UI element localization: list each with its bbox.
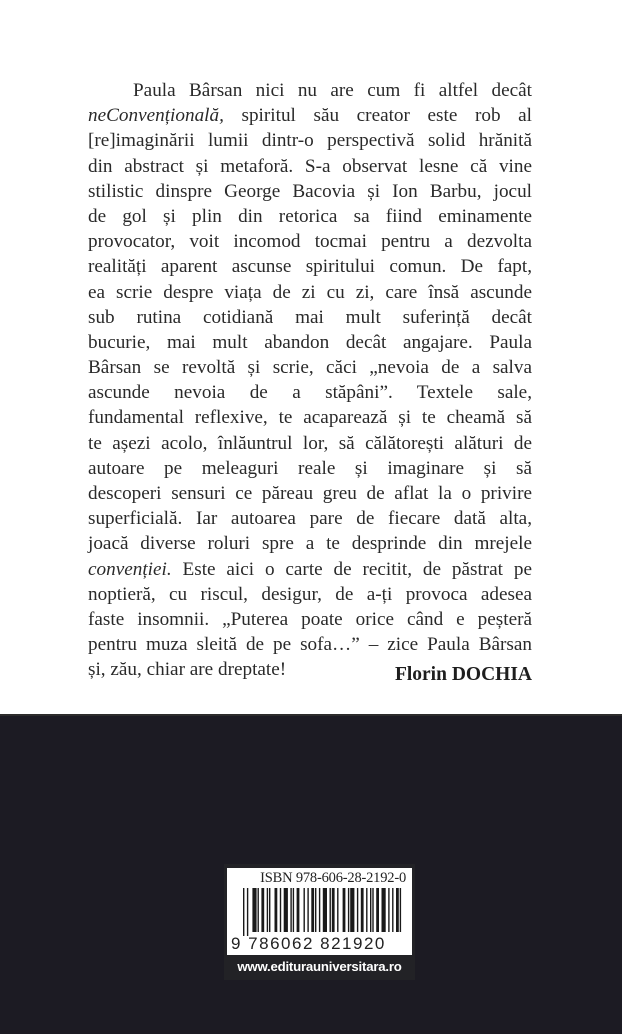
barcode-bar: [372, 888, 373, 932]
blurb-line: stilistic dinspre George Bacovia și Ion Barbu, jocul: [88, 180, 532, 202]
blurb-line: provocator, voit incomod tocmai pentru a dezvolta: [88, 231, 532, 253]
barcode-bar: [319, 888, 320, 932]
blurb-line: [88, 557, 532, 582]
barcode-bar: [269, 888, 270, 932]
barcode-bar: [400, 888, 401, 932]
barcode-bar: [307, 888, 308, 932]
barcode-panel: [227, 868, 412, 955]
barcode-bar: [252, 888, 256, 932]
barcode-bar: [330, 888, 331, 932]
barcode-bar: [382, 888, 386, 932]
publisher-website: www.editurauniversitara.ro: [237, 959, 402, 974]
blurb-line: realități aparent ascunse spiritului comun. De fapt,: [88, 256, 532, 278]
blurb-line: pentru muza sleită de pe sofa…” – zice Paula Bârsan: [88, 634, 532, 656]
barcode-bar: [275, 888, 278, 932]
barcode-bar: [388, 888, 389, 932]
italic-word: neConvențională,: [88, 105, 224, 127]
barcode-bar: [332, 888, 335, 932]
barcode-bar: [290, 888, 291, 932]
barcode-bar: [247, 888, 248, 936]
barcode-bar: [350, 888, 354, 932]
barcode-bar: [280, 888, 281, 932]
blurb-line: autoare pe meleaguri reale și imaginare și să: [88, 457, 532, 479]
isbn-label: ISBN 978-606-28-2192-0: [260, 870, 406, 886]
blurb-line: joacă diverse roluri spre a te desprinde din mrejele: [88, 533, 532, 555]
blurb-line: și, zău, chiar are dreptate!: [88, 659, 287, 681]
blurb-text: [88, 78, 532, 683]
barcode-bar: [315, 888, 316, 932]
barcode-icon: [243, 888, 403, 936]
blurb-line-text: spiritul său creator este rob al: [241, 105, 532, 127]
barcode-bar: [293, 888, 294, 932]
barcode-bar: [392, 888, 393, 932]
barcode-bar: [348, 888, 349, 932]
isbn-barcode-box: [224, 864, 415, 980]
barcode-bar: [357, 888, 358, 932]
blurb-line: sub rutina cotidiană mai mult suferință decât: [88, 306, 532, 328]
blurb-line: de gol și plin din retorica sa fiind eminamente: [88, 205, 532, 227]
barcode-bar: [376, 888, 379, 932]
blurb-line: din abstract și metaforă. S-a observat lesne că vine: [88, 155, 532, 177]
blurb-line: [88, 103, 532, 128]
barcode-bar: [370, 888, 371, 932]
blurb-line: noptieră, cu riscul, desigur, de a-ți provoca adesea: [88, 583, 532, 605]
barcode-bar: [258, 888, 259, 932]
barcode-bar: [267, 888, 268, 932]
blurb-line: faste insomnii. „Puterea poate orice când e peșteră: [88, 608, 532, 630]
blurb-line: Bârsan se revoltă și scrie, căci „nevoia de a salva: [88, 357, 532, 379]
blurb-line: fundamental reflexive, te acaparează și te cheamă să: [88, 407, 532, 429]
author-signature: Florin DOCHIA: [394, 664, 532, 685]
barcode-bar: [311, 888, 314, 932]
barcode-bar: [337, 888, 338, 932]
barcode-bar: [361, 888, 364, 932]
blurb-line: descoperi sensuri ce păreau greu de aflat la o privire: [88, 483, 532, 504]
blurb-line: Paula Bârsan nici nu are cum fi altfel decât: [133, 80, 532, 101]
barcode-bar: [304, 888, 305, 932]
barcode-digits: 9 786062 821920: [231, 934, 386, 953]
barcode-bar: [297, 888, 300, 932]
barcode-bar: [323, 888, 327, 932]
italic-word: convenției.: [88, 558, 172, 580]
blurb-line: superficială. Iar autoarea pare de fiecare dată alta,: [88, 508, 532, 530]
barcode-bar: [366, 888, 367, 932]
blurb-line: bucurie, mai mult abandon decât angajare. Paula: [88, 331, 532, 353]
barcode-bar: [343, 888, 346, 932]
barcode-bar: [243, 888, 244, 936]
blurb-line: te așezi acolo, înlăuntrul lor, să călătorești alături de: [88, 432, 532, 454]
blurb-line: ea scrie despre viața de zi cu zi, care însă ascunde: [88, 281, 532, 303]
blurb-line: ascunde nevoia de a stăpâni”. Textele sale,: [88, 382, 532, 404]
barcode-bar: [396, 888, 399, 932]
barcode-bar: [261, 888, 264, 932]
blurb-line: [re]imaginării lumii dintr-o perspectivă solid hrănită: [88, 130, 532, 152]
blurb-line-text: Este aici o carte de recitit, de păstrat pe: [182, 558, 532, 580]
barcode-bar: [284, 888, 288, 932]
